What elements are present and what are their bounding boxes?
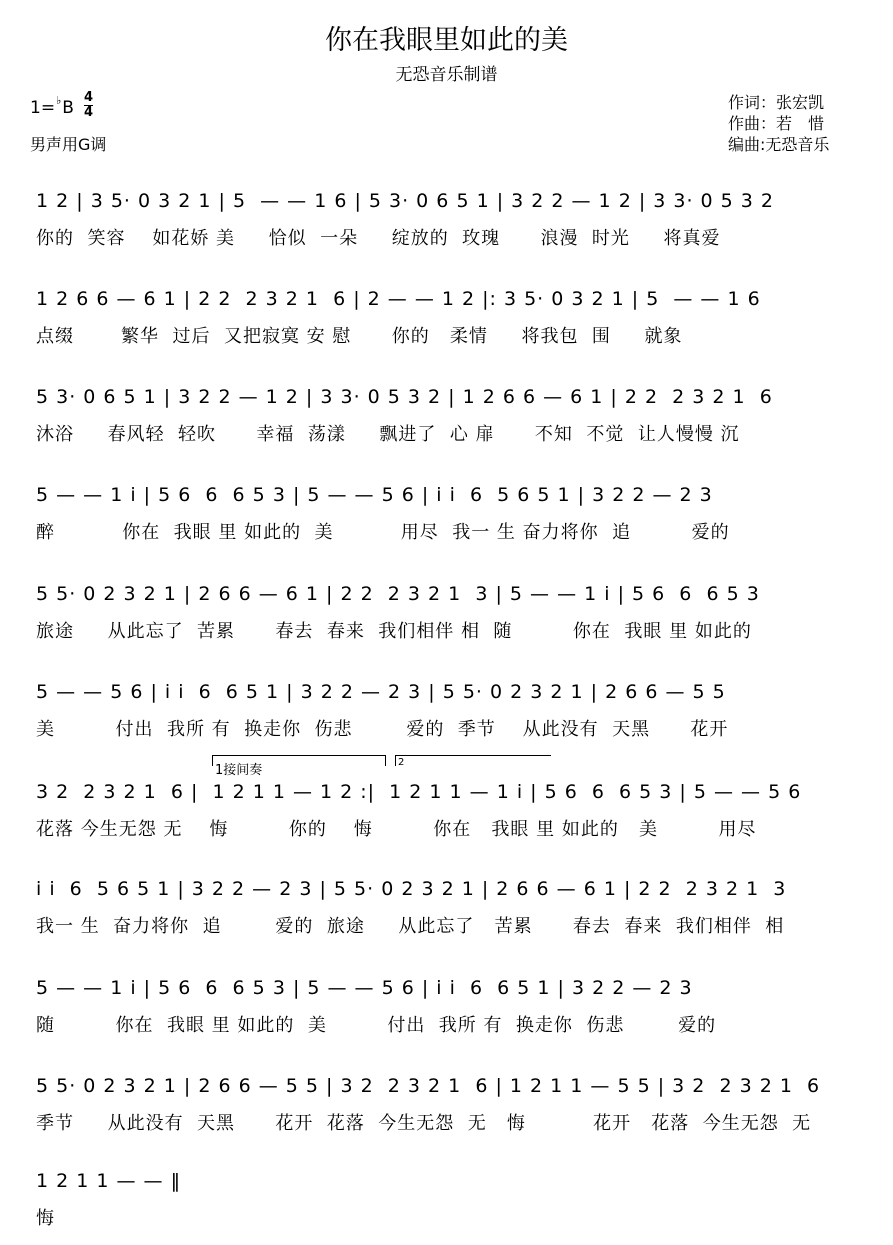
second-ending-bracket bbox=[395, 755, 551, 766]
key-signature: 1=♭B bbox=[30, 94, 74, 118]
score-row bbox=[0, 681, 893, 751]
credits bbox=[728, 92, 829, 155]
score-row bbox=[0, 757, 893, 851]
lyrics-line: 沐浴 春风轻 轻吹 幸福 荡漾 飘进了 心 扉 不知 不觉 让人慢慢 沉 bbox=[36, 424, 740, 445]
lyrics-line: 悔 bbox=[36, 1208, 55, 1229]
lyrics-line: 你的 笑容 如花娇 美 恰似 一朵 绽放的 玫瑰 浪漫 时光 将真爱 bbox=[36, 228, 721, 249]
notation-line: 5 3· 0 6 5 1 | 3 2 2 — 1 2 | 3 3· 0 5 3 2 | 1 2 6 6 — 6 1 | 2 2 2 3 2 1 6 bbox=[36, 386, 773, 408]
first-ending-label: 1接间奏 bbox=[215, 763, 263, 778]
lyrics-line: 随 你在 我眼 里 如此的 美 付出 我所 有 换走你 伤悲 爱的 bbox=[36, 1015, 717, 1036]
vocal-key-note: 男声用G调 bbox=[30, 135, 107, 154]
notation-line: 3 2 2 3 2 1 6 | 1 2 1 1 — 1 2 :| 1 2 1 1 — 1 i | 5 6 6 6 5 3 | 5 — — 5 6 bbox=[36, 781, 802, 803]
lyrics-line: 醉 你在 我眼 里 如此的 美 用尽 我一 生 奋力将你 追 爱的 bbox=[36, 522, 730, 543]
lyrics-line: 我一 生 奋力将你 追 爱的 旅途 从此忘了 苦累 春去 春来 我们相伴 相 bbox=[36, 916, 785, 937]
notation-line: 5 — — 1 i | 5 6 6 6 5 3 | 5 — — 5 6 | i i 6 5 6 5 1 | 3 2 2 — 2 3 bbox=[36, 484, 713, 506]
arranger: 编曲:无恐音乐 bbox=[728, 135, 830, 154]
lyrics-line: 点缀 繁华 过后 又把寂寞 安 慰 你的 柔情 将我包 围 就象 bbox=[36, 326, 683, 347]
lyrics-line: 美 付出 我所 有 换走你 伤悲 爱的 季节 从此没有 天黑 花开 bbox=[36, 719, 729, 740]
notation-line: i i 6 5 6 5 1 | 3 2 2 — 2 3 | 5 5· 0 2 3 2 1 | 2 6 6 — 6 1 | 2 2 2 3 2 1 3 bbox=[36, 878, 787, 900]
lyrics-line: 花落 今生无怨 无 悔 你的 悔 你在 我眼 里 如此的 美 用尽 bbox=[36, 819, 757, 840]
score-maker: 无恐音乐制谱 bbox=[395, 65, 498, 85]
score-row bbox=[0, 878, 893, 948]
notation-line: 5 5· 0 2 3 2 1 | 2 6 6 — 5 5 | 3 2 2 3 2 1 6 | 1 2 1 1 — 5 5 | 3 2 2 3 2 1 6 bbox=[36, 1075, 821, 1097]
score-row bbox=[0, 190, 893, 260]
notation-line: 1 2 1 1 — — ‖ bbox=[36, 1170, 182, 1192]
notation-line: 1 2 6 6 — 6 1 | 2 2 2 3 2 1 6 | 2 — — 1 2 |: 3 5· 0 3 2 1 | 5 — — 1 6 bbox=[36, 288, 761, 310]
song-title: 你在我眼里如此的美 bbox=[325, 25, 568, 56]
score-row bbox=[0, 977, 893, 1047]
score-row bbox=[0, 484, 893, 554]
lyrics-line: 季节 从此没有 天黑 花开 花落 今生无怨 无 悔 花开 花落 今生无怨 无 bbox=[36, 1113, 812, 1134]
score-row bbox=[0, 583, 893, 653]
notation-line: 5 — — 1 i | 5 6 6 6 5 3 | 5 — — 5 6 | i i 6 6 5 1 | 3 2 2 — 2 3 bbox=[36, 977, 693, 999]
lyrics-line: 旅途 从此忘了 苦累 春去 春来 我们相伴 相 随 你在 我眼 里 如此的 bbox=[36, 621, 752, 642]
composer: 作曲：若 惜 bbox=[728, 114, 825, 133]
lyricist: 作词：张宏凯 bbox=[728, 93, 825, 112]
time-signature: 4 4 bbox=[84, 90, 94, 120]
second-ending-label: 2 bbox=[398, 757, 405, 768]
score-row bbox=[0, 1170, 893, 1240]
score-row bbox=[0, 288, 893, 358]
notation-line: 5 5· 0 2 3 2 1 | 2 6 6 — 6 1 | 2 2 2 3 2 1 3 | 5 — — 1 i | 5 6 6 6 5 3 bbox=[36, 583, 760, 605]
score-row bbox=[0, 1075, 893, 1145]
notation-line: 1 2 | 3 5· 0 3 2 1 | 5 — — 1 6 | 5 3· 0 6 5 1 | 3 2 2 — 1 2 | 3 3· 0 5 3 2 bbox=[36, 190, 775, 212]
score-row bbox=[0, 386, 893, 456]
notation-line: 5 — — 5 6 | i i 6 6 5 1 | 3 2 2 — 2 3 | 5 5· 0 2 3 2 1 | 2 6 6 — 5 5 bbox=[36, 681, 726, 703]
